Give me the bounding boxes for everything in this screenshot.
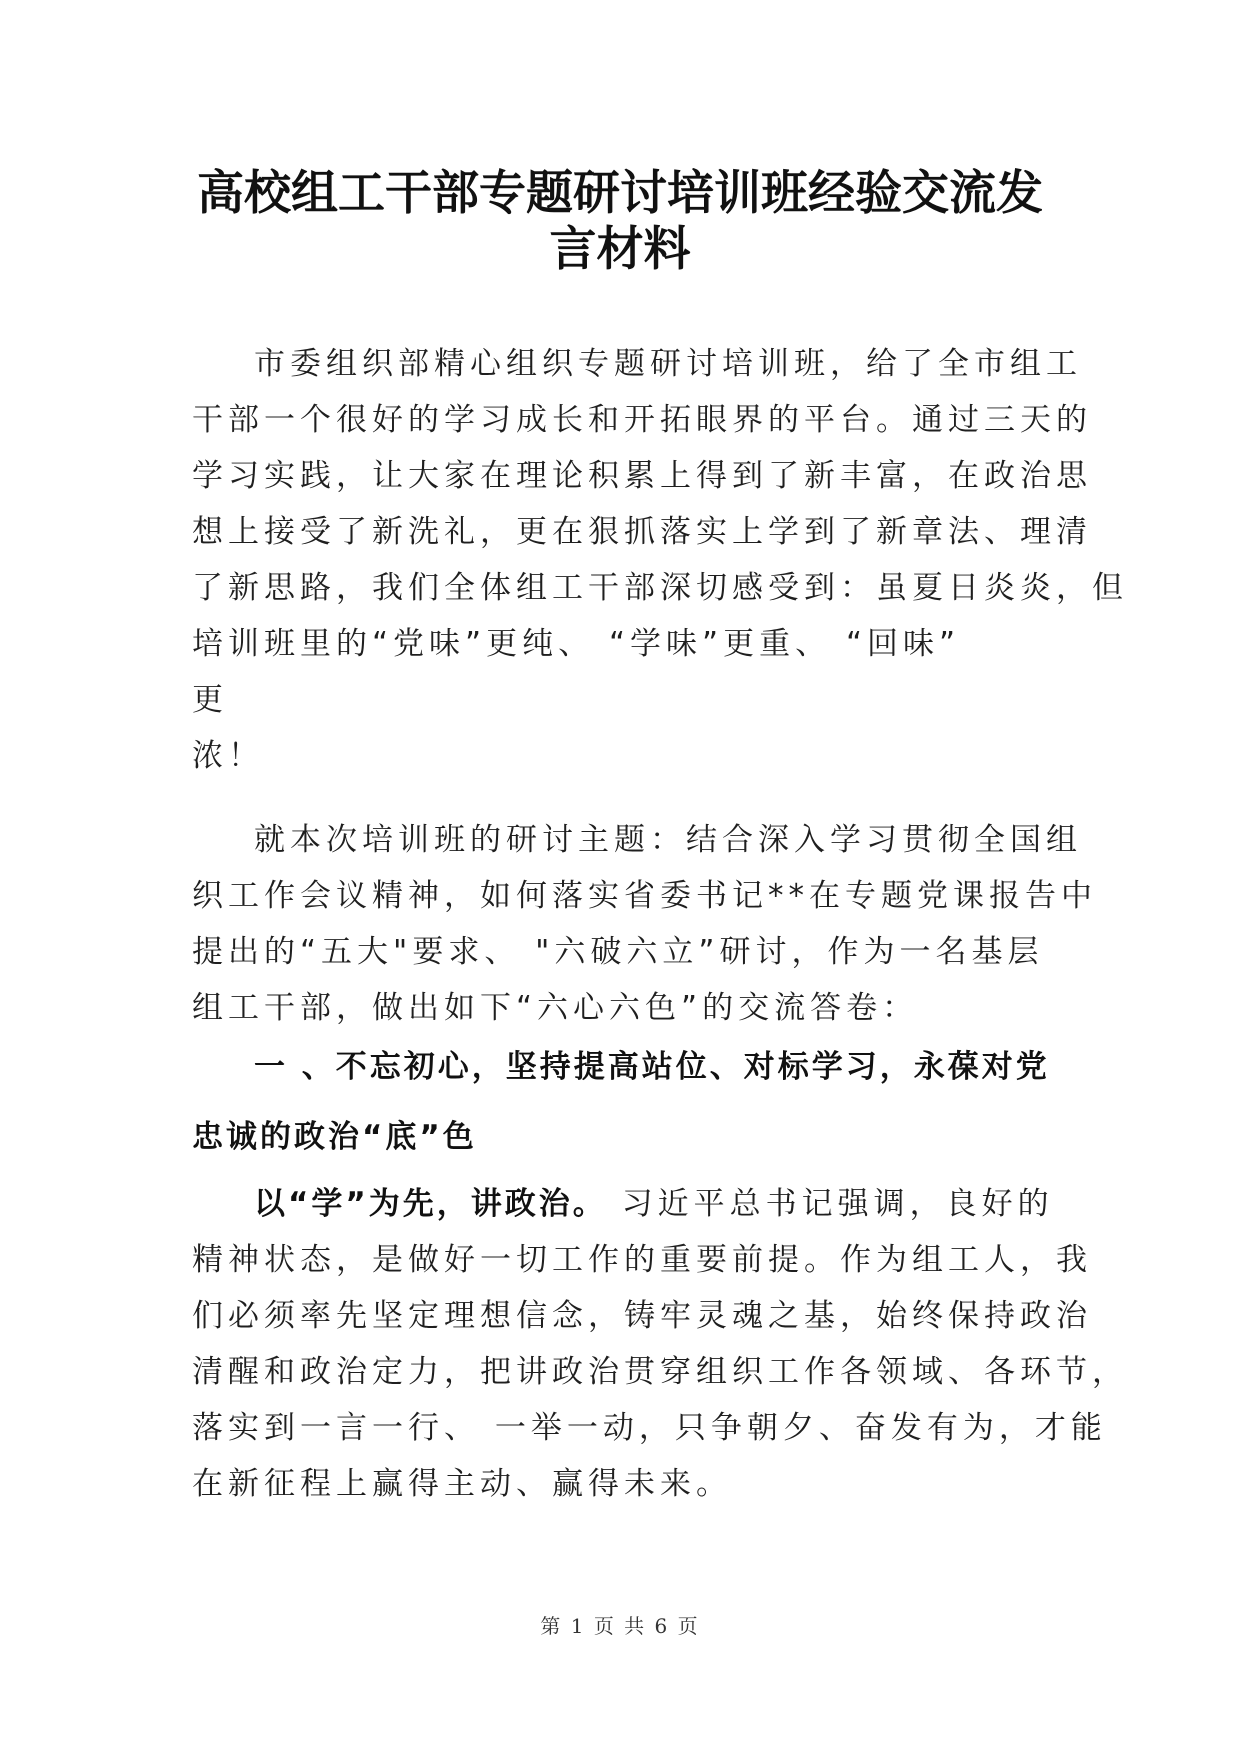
paragraph-line: 学习实践，让大家在理论积累上得到了新丰富，在政治思 bbox=[192, 458, 1092, 494]
paragraph-line: 精神状态，是做好一切工作的重要前提。作为组工人，我 bbox=[192, 1242, 1092, 1278]
paragraph-line: 更 bbox=[192, 682, 228, 718]
paragraph-line: 浓！ bbox=[192, 738, 264, 774]
paragraph-topic bbox=[192, 812, 1097, 1036]
heading-line-2: 忠诚的政治“底”色 bbox=[192, 1119, 477, 1155]
bold-lead-text: 以“学”为先，讲政治。 bbox=[254, 1186, 607, 1222]
paragraph-line: 在新征程上赢得主动、赢得未来。 bbox=[192, 1466, 732, 1502]
paragraph-line: 清醒和政治定力，把讲政治贯穿组织工作各领域、各环节， bbox=[192, 1354, 1128, 1390]
paragraph-line: 市委组织部精心组织专题研讨培训班，给了全市组工 bbox=[254, 346, 1082, 382]
page-number-footer: 第 1 页 共 6 页 bbox=[540, 1614, 700, 1638]
section-heading-1 bbox=[192, 1032, 1072, 1172]
heading-line-1: 一 、不忘初心，坚持提高站位、对标学习，永葆对党 bbox=[254, 1049, 1050, 1085]
paragraph-line: 干部一个很好的学习成长和开拓眼界的平台。通过三天的 bbox=[192, 402, 1092, 438]
paragraph-line: 了新思路，我们全体组工干部深切感受到：虽夏日炎炎，但 bbox=[192, 570, 1128, 606]
paragraph-line: 想上接受了新洗礼，更在狠抓落实上学到了新章法、理清 bbox=[192, 514, 1092, 550]
paragraph-line: 组工干部，做出如下“六心六色”的交流答卷： bbox=[192, 990, 919, 1026]
paragraph-line: 落实到一言一行、 一举一动，只争朝夕、奋发有为，才能 bbox=[192, 1410, 1107, 1446]
paragraph-line: 培训班里的“党味”更纯、 “学味”更重、 “回味” bbox=[192, 626, 961, 662]
paragraph-intro bbox=[192, 336, 1128, 784]
paragraph-text: 习近平总书记强调，良好的 bbox=[606, 1186, 1054, 1222]
paragraph-line: 织工作会议精神，如何落实省委书记**在专题党课报告中 bbox=[192, 878, 1097, 914]
paragraph-line: 提出的“五大"要求、 "六破六立”研讨，作为一名基层 bbox=[192, 934, 1044, 970]
document-title bbox=[150, 166, 1090, 278]
paragraph-politics bbox=[192, 1176, 1128, 1512]
paragraph-line: 就本次培训班的研讨主题：结合深入学习贯彻全国组 bbox=[254, 822, 1082, 858]
paragraph-line: 们必须率先坚定理想信念，铸牢灵魂之基，始终保持政治 bbox=[192, 1298, 1092, 1334]
title-line-1: 高校组工干部专题研讨培训班经验交流发 bbox=[197, 166, 1043, 221]
paragraph-first-line bbox=[192, 1176, 1072, 1232]
title-line-2: 言材料 bbox=[549, 222, 691, 277]
